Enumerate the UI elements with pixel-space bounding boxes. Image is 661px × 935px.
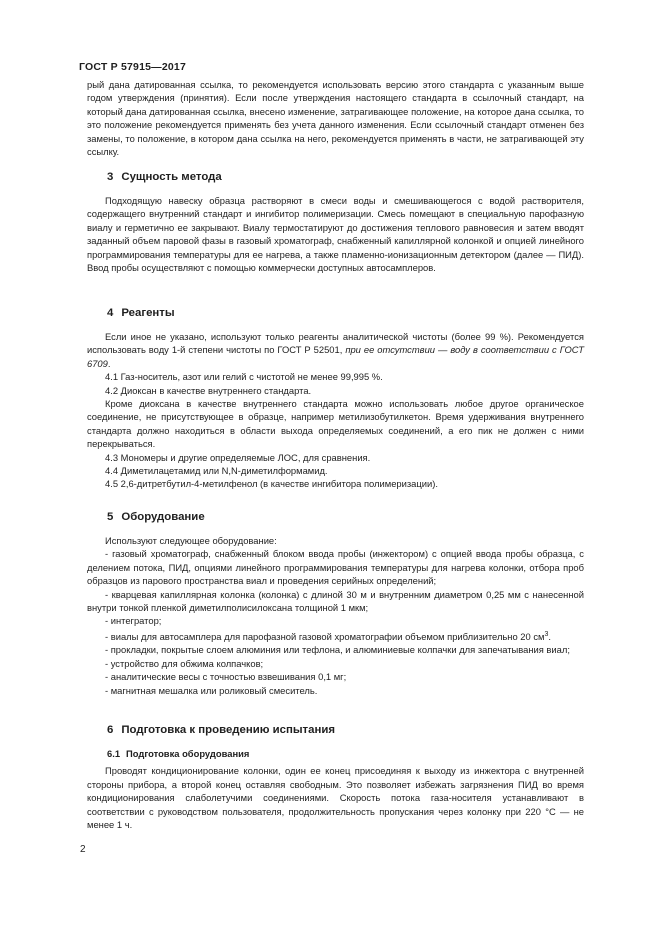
section-3-heading — [87, 170, 584, 184]
page-number: 2 — [80, 844, 86, 855]
equipment-item — [87, 628, 584, 644]
section-5-number: 5 — [107, 511, 114, 523]
equipment-item: - аналитические весы с точностью взвешивания 0,1 мг; — [105, 671, 347, 683]
section-4-heading — [87, 306, 584, 320]
section-4-paragraph-end: . — [107, 357, 111, 369]
section-3-paragraph: Подходящую навеску образца растворяют в смеси воды и смешивающегося с водой растворителя, содержащего внутренний стандарт и ингибитор полимеризации. Смесь помещают в специальную парофазную виалу и герметично ее закрывают. Виалу термостатируют до достижения теплового равновесия и затем вводят заданный объем паровой фазы в газовый хроматограф, снабженный капиллярной колонкой и опцией линейного программирования температуры для ее нагрева, а также пламенно-ионизационным детектором (далее — ПИД). Ввод пробы осуществляют с помощью коммерчески доступных автосамплеров. — [87, 195, 584, 274]
section-5 — [87, 510, 584, 697]
section-4 — [87, 306, 584, 491]
section-4-paragraph-text: Если иное не указано, используют только реагенты аналитической чистоты (более 99 %). Рекомендуется использовать воду 1-й степени чистоты по ГОСТ Р 52501, — [87, 331, 584, 356]
equipment-item: - кварцевая капиллярная колонка (колонка) с длиной 30 м и внутренним диаметром 0,25 мм с нанесенной внутри тонкой пленкой диметилполисилоксана толщиной 1 мкм; — [87, 588, 584, 614]
equipment-item: - газовый хроматограф, снабженный блоком ввода пробы (инжектором) с опцией ввода пробы образца, с делением потока, ПИД, опциями линейного программирования температуры для нагрева колонки, отбора проб образцов из парового пространства виал и проведения серийных определений; — [87, 548, 584, 587]
item-4-4: 4.4 Диметилацетамид или N,N-диметилформамид. — [105, 465, 328, 477]
item-4-2-note: Кроме диоксана в качестве внутреннего стандарта можно использовать любое другое органическое соединение, не присутствующее в образце, например метилизобутилкетон. Время удерживания внутреннего стандарта должно находиться в области выхода определяемых соединений, а его пик не должен с ними перекрываться. — [87, 398, 584, 450]
section-6-heading — [87, 723, 584, 737]
section-4-paragraph — [87, 330, 584, 370]
item-4-1: 4.1 Газ-носитель, азот или гелий с чистотой не менее 99,995 %. — [105, 371, 383, 383]
section-5-heading — [87, 510, 584, 524]
equipment-item: - прокладки, покрытые слоем алюминия или тефлона, и алюминиевые колпачки для запечатывания виал; — [105, 644, 570, 656]
section-4-paragraph-italic: при ее отсутствии — воду в соответствии с ГОСТ 6709 — [87, 344, 584, 369]
item-4-2: 4.2 Диоксан в качестве внутреннего стандарта. — [105, 384, 312, 396]
section-4-number: 4 — [107, 307, 114, 319]
intro-paragraph: рый дана датированная ссылка, то рекомендуется использовать версию этого стандарта с указанным выше годом утверждения (принятия). Если после утверждения настоящего стандарта в ссылочный стандарт, на который дана датированная ссылка, внесено изменение, затрагивающее положение, на которое дана ссылка, то это положение рекомендуется применять без учета данного изменения. Если ссылочный стандарт отменен без замены, то положение, в котором дана ссылка на него, рекомендуется применять в части, не затрагивающей эту ссылку. — [87, 79, 584, 158]
equipment-item: - устройство для обжима колпачков; — [105, 657, 264, 669]
equipment-item: - магнитная мешалка или роликовый смеситель. — [105, 684, 318, 696]
item-4-5: 4.5 2,6-дитретбутил-4-метилфенол (в качестве ингибитора полимеризации). — [105, 478, 438, 490]
item-4-3: 4.3 Мономеры и другие определяемые ЛОС, для сравнения. — [105, 451, 371, 463]
section-3-number: 3 — [107, 171, 114, 183]
equipment-item-text: - виалы для автосамплера для парофазной газовой хроматографии объемом приблизительно 20 см — [105, 630, 545, 642]
subsection-6-1-heading — [87, 747, 584, 760]
intro-paragraph-block — [87, 78, 584, 158]
section-6-title: Подготовка к проведению испытания — [121, 724, 336, 736]
section-4-title: Реагенты — [121, 307, 175, 319]
equipment-lead: Используют следующее оборудование: — [105, 535, 277, 546]
section-6-paragraph: Проводят кондиционирование колонки, один ее конец присоединяя к выходу из инжектора с внутренней стороны прибора, а второй конец оставляя свободным. Это позволяет избежать загрязнения ПИД во время кондиционирования слаболетучими соединениями. Скорость потока газа-носителя устанавливают в соответствии с руководством пользователя, продолжительность пропускания через колонку при 220 °С — не менее 1 ч. — [87, 765, 584, 831]
section-5-title: Оборудование — [121, 511, 205, 523]
subsection-6-1-title: Подготовка оборудования — [126, 748, 250, 759]
section-3-title: Сущность метода — [121, 171, 222, 183]
section-6-number: 6 — [107, 724, 114, 736]
equipment-item: - интегратор; — [105, 615, 162, 627]
subsection-6-1-number: 6.1 — [107, 748, 121, 759]
superscript: 3 — [544, 630, 549, 638]
standard-header: ГОСТ Р 57915—2017 — [79, 61, 187, 73]
section-3 — [87, 170, 584, 274]
equipment-item-end: . — [548, 630, 551, 642]
section-6 — [87, 723, 584, 831]
